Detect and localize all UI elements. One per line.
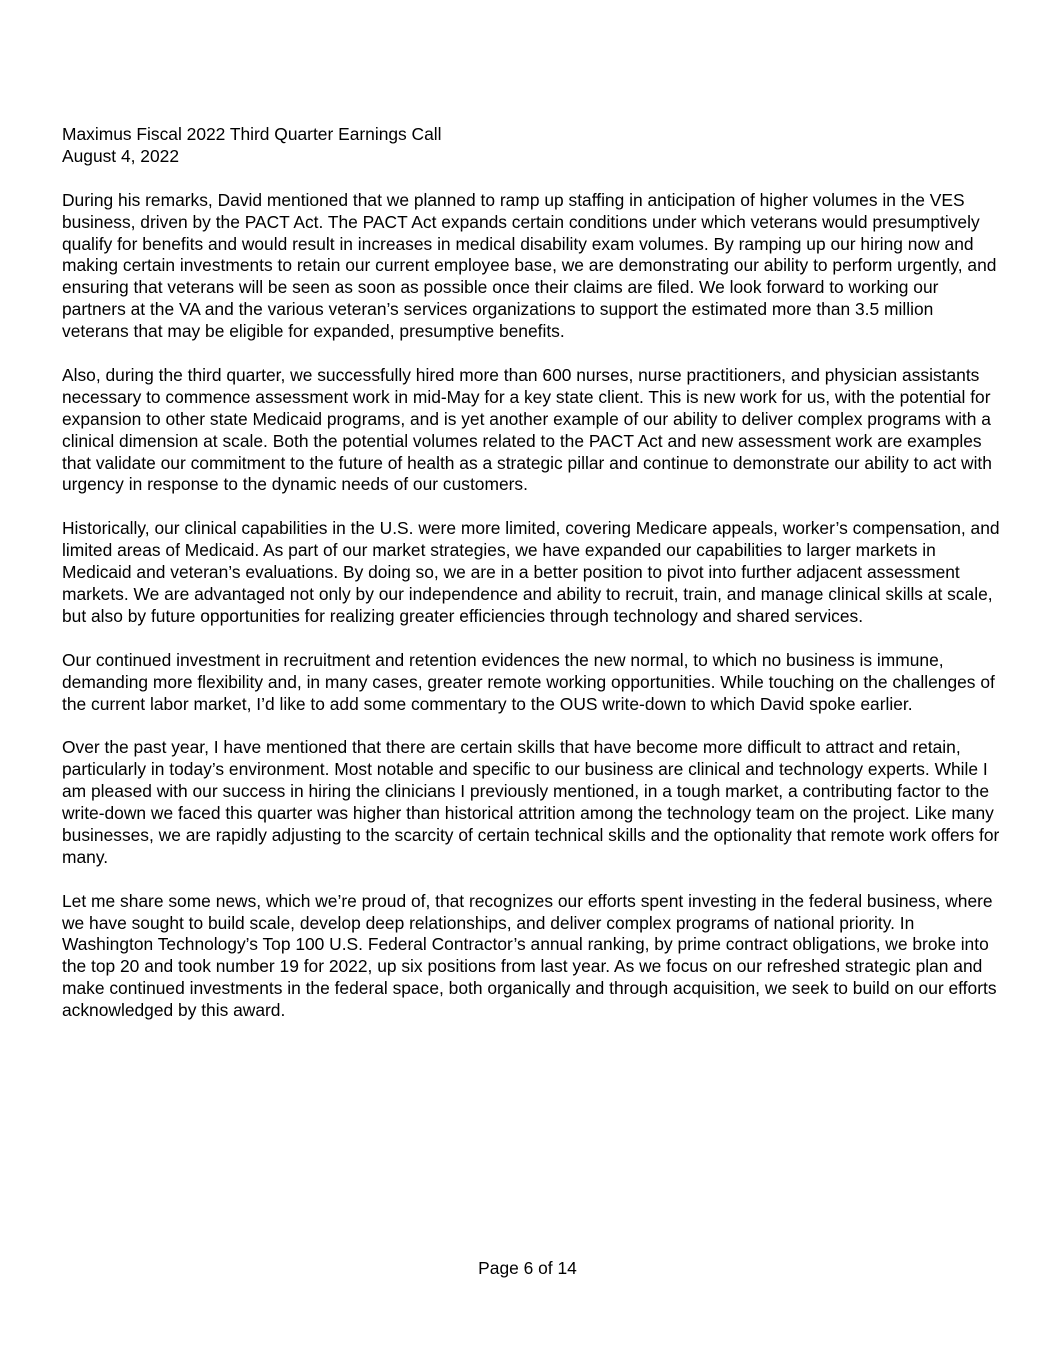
document-title: Maximus Fiscal 2022 Third Quarter Earnings Call — [62, 124, 442, 144]
paragraph-federal-ranking: Let me share some news, which we’re proud of, that recognizes our efforts spent investing in the federal business, where we have sought to build scale, develop deep relationships, and deliver complex programs of national priority. In Washington Technology’s Top 100 U.S. Federal Contractor’s annual ranking, by prime contract obligations, we broke into the top 20 and took number 19 for 2022, up six positions from last year. As we focus on our refreshed strategic plan and make continued investments in the federal space, both organically and through acquisition, we seek to build on our efforts acknowledged by this award. — [62, 890, 997, 1021]
paragraph-pact-act: During his remarks, David mentioned that we planned to ramp up staffing in anticipation of higher volumes in the VES business, driven by the PACT Act. The PACT Act expands certain conditions under which veterans would presumptively qualify for benefits and would result in increases in medical disability exam volumes. By ramping up our hiring now and making certain investments to retain our current employee base, we are demonstrating our ability to perform urgently, and ensuring that veterans will be seen as soon as possible once their claims are filed. We look forward to working our partners at the VA and the various veteran’s services organizations to support the estimated more than 3.5 million veterans that may be eligible for expanded, presumptive benefits. — [62, 189, 997, 342]
page-number: Page 6 of 14 — [478, 1258, 577, 1278]
document-date: August 4, 2022 — [62, 145, 179, 166]
document-body — [62, 124, 1002, 1022]
paragraph-clinical-hiring: Also, during the third quarter, we successfully hired more than 600 nurses, nurse practitioners, and physician assistants necessary to commence assessment work in mid-May for a key state client. This is new work for us, with the potential for expansion to other state Medicaid programs, and is yet another example of our ability to deliver complex programs with a clinical dimension at scale. Both the potential volumes related to the PACT Act and new assessment work are examples that validate our commitment to the future of health as a strategic pillar and continue to demonstrate our ability to act with urgency in response to the dynamic needs of our customers. — [62, 364, 992, 495]
paragraph-clinical-capabilities: Historically, our clinical capabilities in the U.S. were more limited, covering Medicare appeals, worker’s compensation, and limited areas of Medicaid. As part of our market strategies, we have expanded our capabilities to larger markets in Medicaid and veteran’s evaluations. By doing so, we are in a better position to pivot into further adjacent assessment markets. We are advantaged not only by our independence and ability to recruit, train, and manage clinical skills at scale, but also by future opportunities for realizing greater efficiencies through technology and shared services. — [62, 518, 1000, 626]
paragraph-skills-attrition: Over the past year, I have mentioned that there are certain skills that have become more difficult to attract and retain, particularly in today’s environment. Most notable and specific to our business are clinical and technology experts. While I am pleased with our success in hiring the clinicians I previously mentioned, in a tough market, a contributing factor to the write-down we faced this quarter was higher than historical attrition among the technology team on the project. Like many businesses, we are rapidly adjusting to the scarcity of certain technical skills and the optionality that remote work offers for many. — [62, 737, 1000, 867]
paragraph-recruitment-retention: Our continued investment in recruitment and retention evidences the new normal, to which no business is immune, demanding more flexibility and, in many cases, greater remote working opportunities. While touching on the challenges of the current labor market, I’d like to add some commentary to the OUS write-down to which David spoke earlier. — [62, 649, 995, 714]
